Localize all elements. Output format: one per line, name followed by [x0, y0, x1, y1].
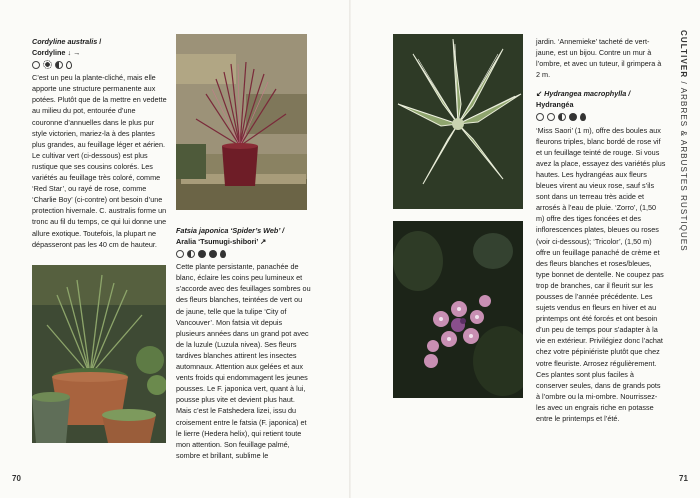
cordyline-red-pot-photo [176, 34, 307, 210]
running-head-section: CULTIVER [679, 30, 688, 79]
frost-hardy-icon [176, 250, 184, 258]
running-head [676, 30, 690, 252]
right-page-number: 71 [679, 474, 688, 483]
shade-icon [569, 113, 577, 121]
cordyline-entry [32, 36, 167, 250]
water-icon [220, 250, 226, 258]
part-shade-icon [558, 113, 566, 121]
hydrangea-body: ‘Miss Saori’ (1 m), offre des boules aux fleurons triples, blanc bordé de rose vif et un feuillage teinté de rouge. Si vous avez la place, essayez des variétés plus hautes. Les hydrangéas aux fleurs bleues virent au vieux rose, sauf s’ils sont dans un terreau très acide et arrosés à l’eau de pluie. ‘Zorro’, (1,50 m) offre des tiges foncées et des inflorescences plates, bleues ou roses (voir ci-dessous); ‘Tricolor’, (1,50 m) offre un feuillage panaché de crème et des fleurs blanches et roses/bleues, type bonnet de dentelle. Ne coupez pas trop de branches, car il fleurit sur les pousses de l’année précédente. Les sujets vendus en fleurs en hiver et au printemps ont été forcés et ont besoin d’un peu de temps pour s’adapter à la vie en extérieur. Privilégiez donc l’achat chez votre pépiniériste plutôt que chez votre fleuriste. Arrosez régulièrement. Ces plantes sont plus faciles à conserver seules, dans de grands pots à l’ombre ou la mi-ombre. Nourrissez-les avec un engrais riche en potasse entre le printemps et l’été. [536, 125, 666, 423]
cordyline-care-icons [32, 60, 167, 69]
fatsia-continuation: jardin. ‘Annemieke’ tacheté de vert-jaune, est un bijou. Contre un mur à l’ombre, et avec un tuteur, il grimpera à 2 m. [536, 37, 662, 80]
fatsia-body: Cette plante persistante, panachée de blanc, éclaire les coins peu lumineux et s’accorde avec des feuillages sombres ou des fleurs blanches, teintées de vert ou de jaune, telle que la tulipe ‘City of Vancouver’. Mon fatsia vit depuis plusieurs années dans un grand pot avec de la luzule (Luzula nivea). Ses fleurs tardives blanches attirent les insectes automnaux. Attention aux gelées et aux vents froids qui endommagent les jeunes pousses. Le F. japonica vert, quant à lui, pousse plus vite et devient plus haut. Mais c’est le Fatshedera lizei, issu du croisement entre le fatsia (F. japonica) et le lierre (Hedera helix), qui retient toute mon attention. Son feuillage palmé, sombre et brillant, sublime le [176, 262, 311, 460]
fatsia-leaves-photo [393, 34, 523, 209]
fatsia-common-name: Aralia ‘Tsumugi-shibori’ ↗ [176, 237, 267, 247]
shade-icon [198, 250, 206, 258]
book-gutter [349, 0, 351, 498]
hydrangea-latin-name: Hydrangea macrophylla / [544, 89, 631, 99]
left-page-number: 70 [12, 474, 21, 483]
fatsia-entry [176, 225, 311, 461]
water-icon [580, 113, 586, 121]
sun-icon [43, 60, 52, 69]
frost-icon [547, 113, 555, 121]
water-icon [66, 61, 72, 69]
hydrangea-title: ↙ Hydrangea macrophylla / Hydrangéa [536, 89, 631, 110]
hydrangea-care-icons [536, 113, 666, 122]
potted-plants-photo [32, 265, 166, 443]
cordyline-title: Cordyline australis / Cordyline ↓ → [32, 37, 102, 58]
cordyline-latin-name: Cordyline australis [32, 37, 98, 46]
right-text-column [536, 36, 666, 424]
fatsia-title [176, 225, 311, 247]
part-shade-icon [187, 250, 195, 258]
hydrangea-common-name: Hydrangéa [536, 100, 574, 110]
cordyline-body: C’est un peu la plante-cliché, mais elle apporte une structure permanente aux potées. Plutôt que de la mettre en vedette au milieu du pot, entourée d’une couronne d’annuelles dans le plus pur style victorien, mariez-la à des plantes plus grandes, au feuillage léger et aérien. Le cultivar vert (ci-dessous) est plus rustique que ses cousins colorés. Les variétés au feuillage très coloré, comme ‘Red Star’, ou rayé de rose, comme ‘Charlie Boy’ (ci-contre) ont besoin d’une protection hivernale. C. australis forme un tronc au fil du temps, ce qui lui donne une allure exotique. Toutefois, la plupart ne dépasseront pas les 40 cm de hauteur. [32, 73, 167, 249]
full-shade-icon [209, 250, 217, 258]
part-shade-icon [55, 61, 63, 69]
fatsia-latin-name: Fatsia japonica ‘Spider’s Web’ / [176, 226, 285, 235]
cordyline-common-name: Cordyline [32, 48, 66, 58]
frost-hardy-icon [32, 61, 40, 69]
fatsia-care-icons [176, 249, 311, 258]
hydrangea-flower-photo [393, 221, 523, 398]
frost-hardy-icon [536, 113, 544, 121]
running-head-chapter: / ARBRES & ARBUSTES RUSTIQUES [679, 78, 688, 252]
